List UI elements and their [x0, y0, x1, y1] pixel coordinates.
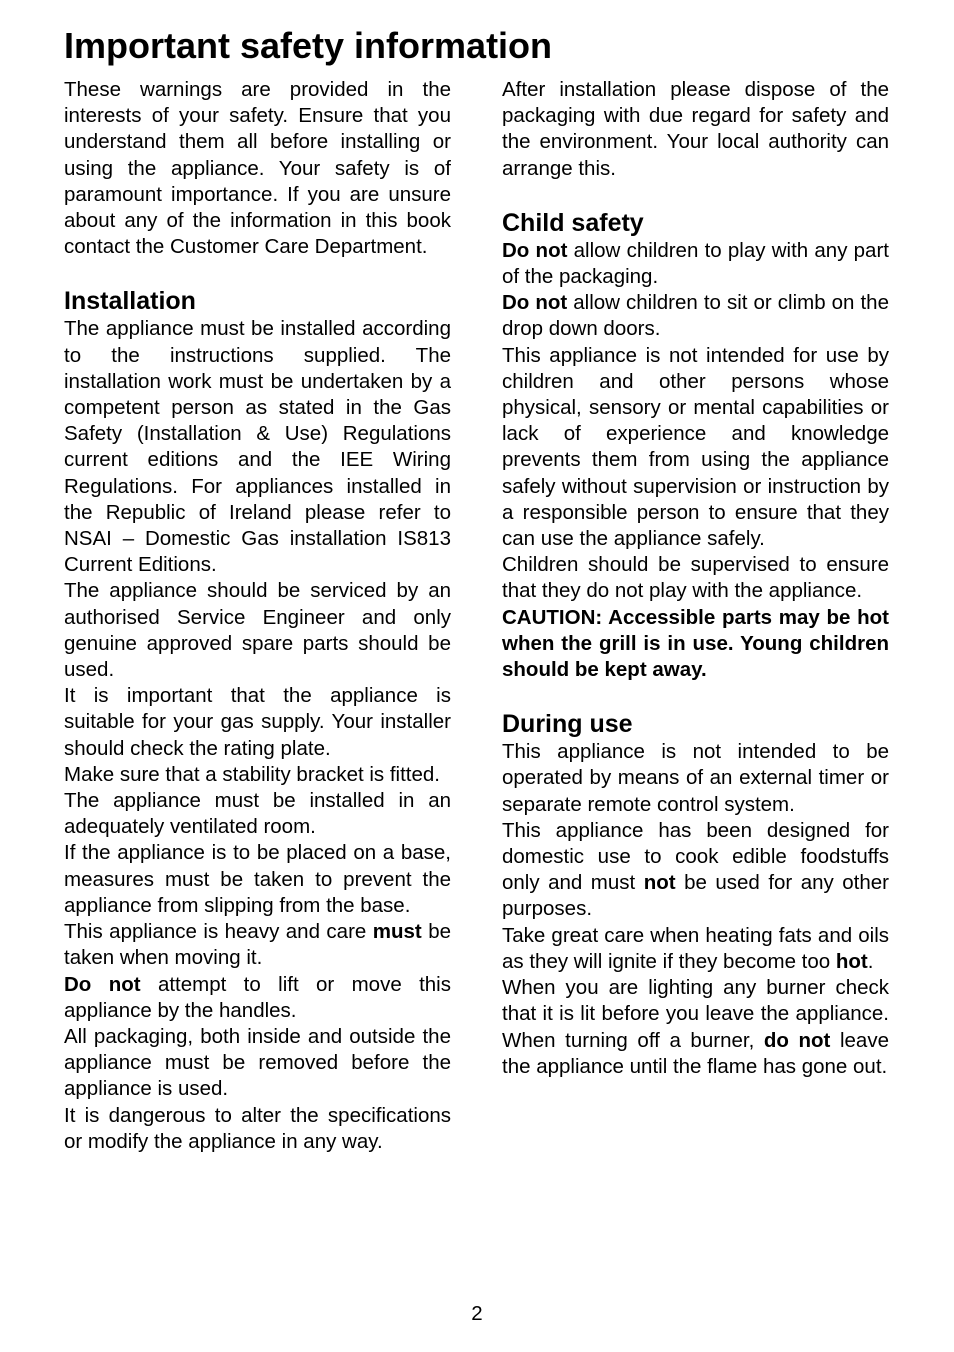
emphasis-text: must	[372, 920, 422, 944]
emphasis-text: do not	[763, 1028, 831, 1052]
installation-paragraph	[64, 972, 451, 1024]
section-spacer	[502, 182, 889, 208]
text-run: This appliance is heavy and care	[64, 920, 373, 944]
text-run: leave the appliance until the flame has gone out.	[502, 1028, 889, 1078]
installation-heading: Installation	[64, 287, 196, 316]
installation-paragraph: The appliance should be serviced by an authorised Service Engineer and only genuine approved spare parts should be used.	[64, 579, 451, 682]
emphasis-text: hot	[835, 949, 868, 973]
text-run: allow children to play with any part of the packaging.	[502, 238, 889, 289]
installation-paragraph: If the appliance is to be placed on a base, measures must be taken to prevent the appliance from slipping from the base.	[64, 841, 451, 917]
installation-paragraph: The appliance must be installed in an adequately ventilated room.	[64, 789, 451, 839]
child-safety-paragraph	[502, 290, 889, 342]
during-use-paragraph	[502, 818, 889, 923]
emphasis-text: Do not	[502, 291, 568, 315]
text-run: allow children to sit or climb on the drop down doors.	[502, 291, 889, 341]
text-run: attempt to lift or move this appliance by the handles.	[64, 972, 451, 1022]
text-run: be taken when moving it.	[64, 920, 451, 970]
right-column	[502, 77, 889, 1080]
installation-paragraph: It is important that the appliance is suitable for your gas supply. Your installer should check the rating plate.	[64, 684, 451, 760]
caution-paragraph: CAUTION: Accessible parts may be hot when the grill is in use. Young children should be kept away.	[502, 605, 889, 682]
installation-paragraph: The appliance must be installed according to the instructions supplied. The installation work must be undertaken by a competent person as stated in the Gas Safety (Installation & Use) Regulations current editions and the IEE Wiring Regulations. For appliances installed in the Republic of Ireland please refer to NSAI – Domestic Gas installation IS813 Current Editions.	[64, 317, 451, 577]
left-column	[64, 77, 451, 1155]
installation-paragraph: It is dangerous to alter the specifications or modify the appliance in any way.	[64, 1103, 451, 1153]
installation-paragraph: Make sure that a stability bracket is fitted.	[64, 762, 440, 786]
during-use-paragraph	[502, 923, 889, 975]
installation-paragraph	[64, 919, 451, 971]
text-run: Take great care when heating fats and oils as they will ignite if they become too	[502, 923, 889, 973]
during-use-paragraph	[502, 975, 889, 1080]
text-run: .	[867, 949, 874, 973]
text-run: When you are lighting any burner check that it is lit before you leave the appliance. When turning off a burner,	[502, 976, 889, 1052]
emphasis-text: Do not	[64, 972, 141, 996]
child-safety-paragraph: This appliance is not intended for use by children and other persons whose physical, sensory or mental capabilities or lack of experience and knowledge prevents them from using the appliance safely without supervision or instruction by a responsible person to ensure that they can use the appliance safely.	[502, 343, 889, 551]
emphasis-text: not	[643, 871, 676, 895]
intro-paragraph: These warnings are provided in the interests of your safety. Ensure that you understand them all before installing or using the appliance. Your safety is of paramount importance. If you are unsure about any of the information in this book contact the Customer Care Department.	[64, 78, 451, 259]
text-run: This appliance has been designed for domestic use to cook edible foodstuffs only and must	[502, 818, 889, 895]
child-safety-paragraph	[502, 238, 889, 290]
child-safety-heading: Child safety	[502, 208, 644, 237]
page-title: Important safety information	[64, 25, 553, 66]
section-spacer	[502, 683, 889, 709]
during-use-heading: During use	[502, 710, 633, 739]
child-safety-paragraph: Children should be supervised to ensure that they do not play with the appliance.	[502, 553, 889, 603]
disposal-paragraph: After installation please dispose of the packaging with due regard for safety and the environment. Your local authority can arrange this.	[502, 78, 889, 180]
section-spacer	[64, 260, 451, 286]
emphasis-text: Do not	[502, 238, 568, 262]
installation-paragraph: All packaging, both inside and outside the appliance must be removed before the appliance is used.	[64, 1024, 451, 1101]
text-run: be used for any other purposes.	[502, 871, 890, 921]
page-number: 2	[471, 1302, 483, 1325]
during-use-paragraph: This appliance is not intended to be operated by means of an external timer or separate remote control system.	[502, 740, 889, 816]
